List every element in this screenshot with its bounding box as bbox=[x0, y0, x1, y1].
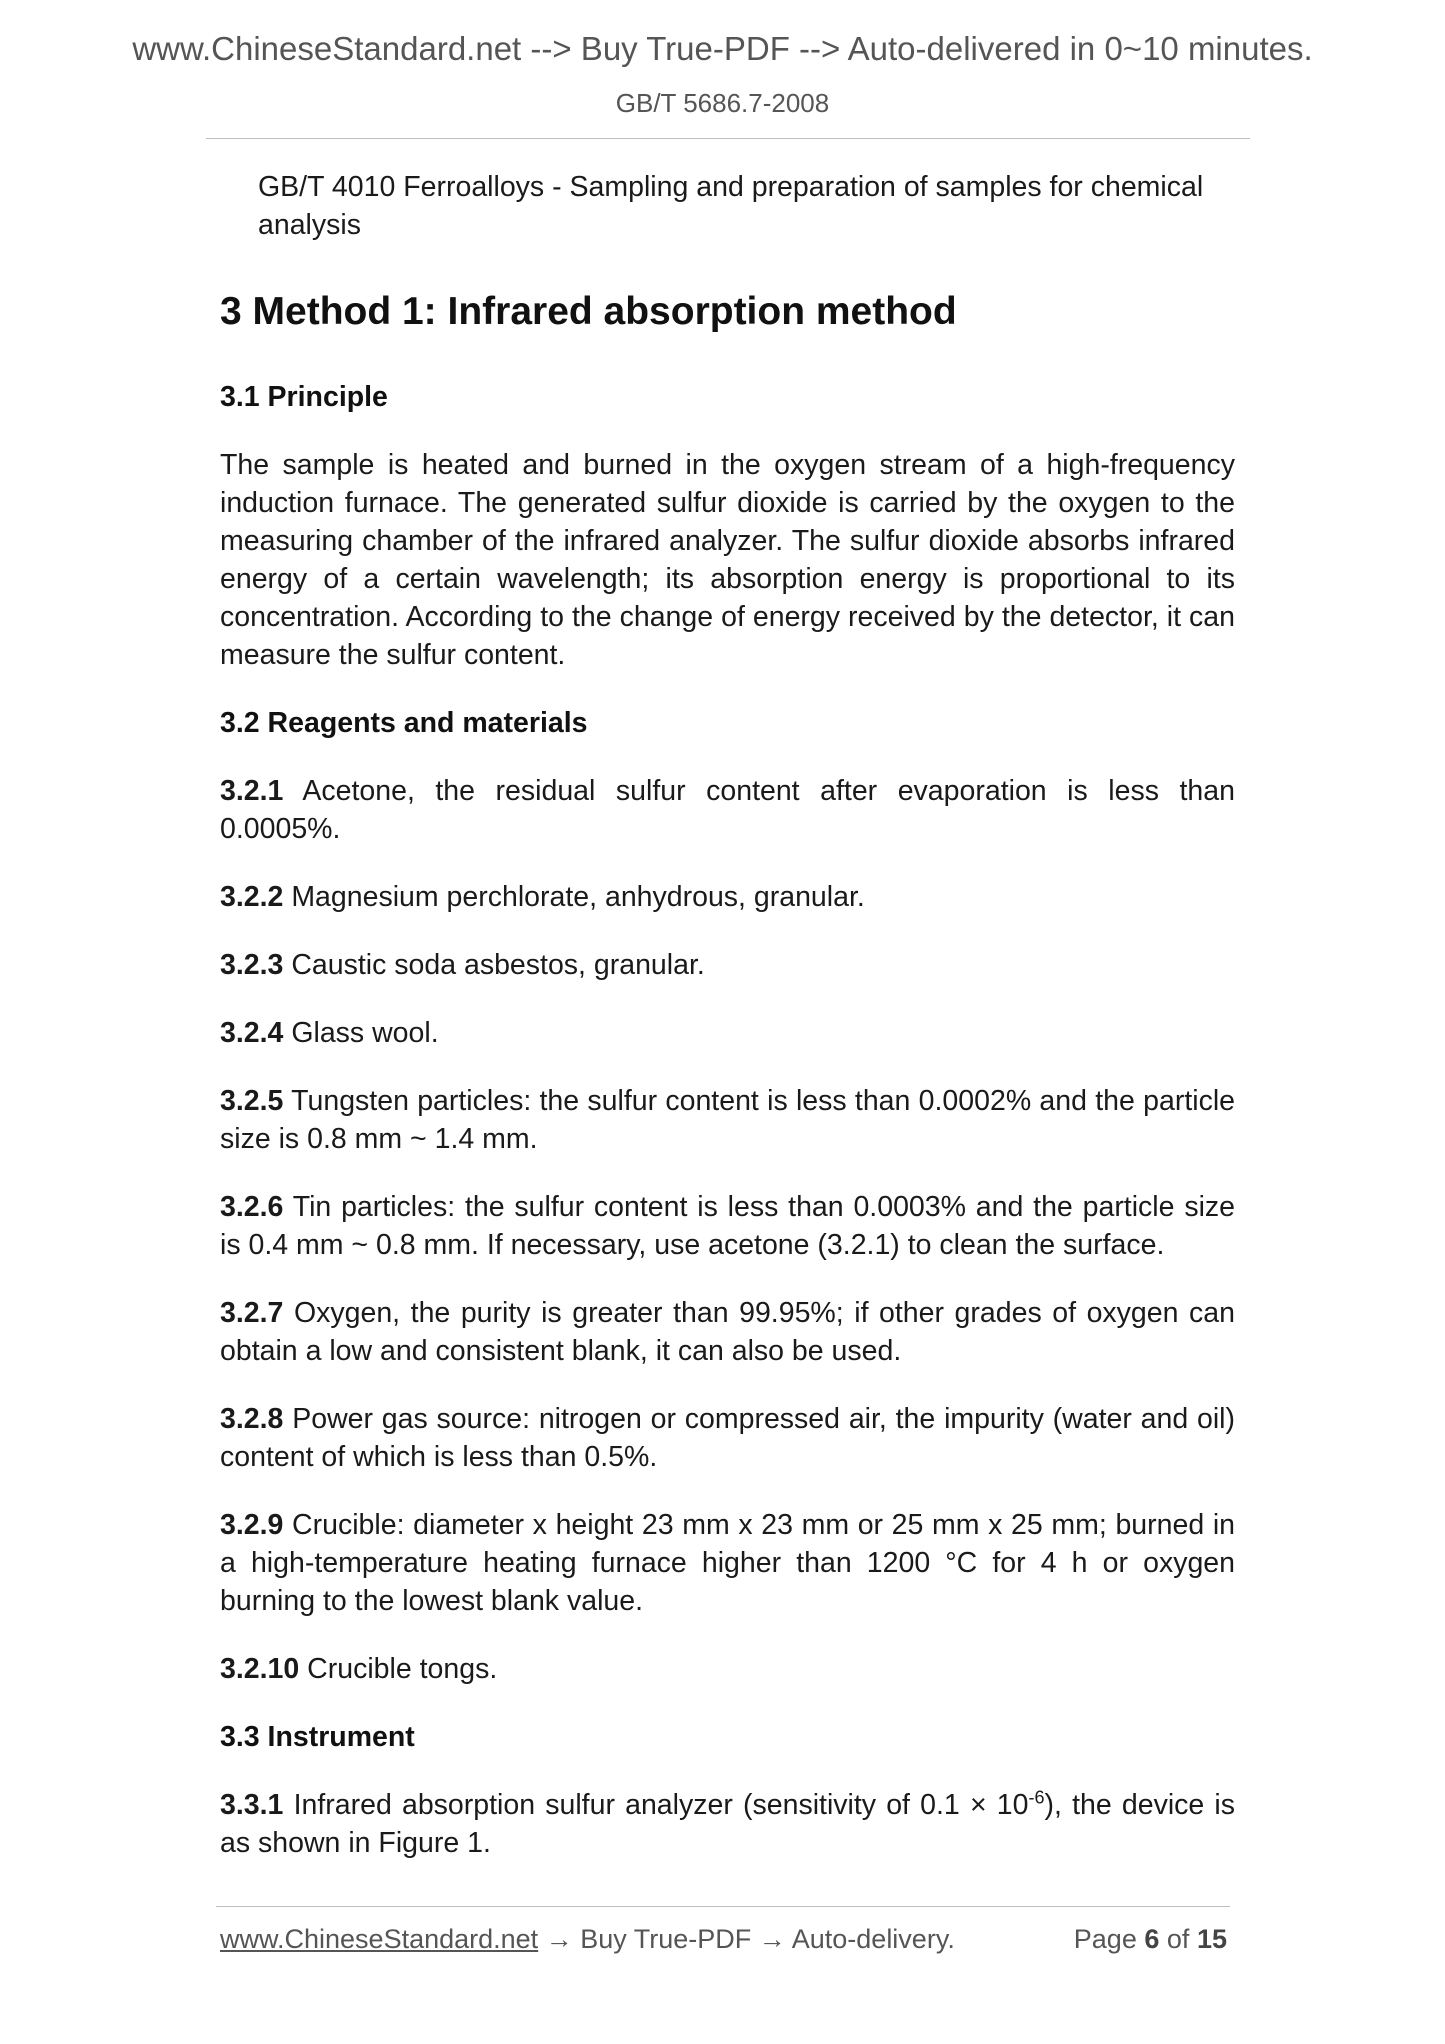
reagent-item bbox=[220, 1014, 1235, 1052]
reagent-item bbox=[220, 1650, 1235, 1688]
item-text: Caustic soda asbestos, granular. bbox=[291, 949, 705, 981]
item-number: 3.2.9 bbox=[220, 1509, 284, 1541]
item-number: 3.2.1 bbox=[220, 775, 284, 807]
footer-divider bbox=[216, 1906, 1230, 1907]
item-number: 3.3.1 bbox=[220, 1789, 284, 1821]
principle-paragraph: The sample is heated and burned in the oxygen stream of a high-frequency induction furnace. The generated sulfur dioxide is carried by the oxygen to the measuring chamber of the infrared analyzer. The sulfur dioxide absorbs infrared energy of a certain wavelength; its absorption energy is proportional to its concentration. According to the change of energy received by the detector, it can measure the sulfur content. bbox=[220, 449, 1235, 671]
page-content bbox=[220, 168, 1235, 1892]
current-page-number: 6 bbox=[1144, 1924, 1160, 1954]
section-3-2-title: 3.2 Reagents and materials bbox=[220, 707, 588, 739]
reagent-item bbox=[220, 1294, 1235, 1370]
item-text: Crucible: diameter x height 23 mm x 23 mm or 25 mm x 25 mm; burned in a high-temperature heating furnace higher than 1200 °C for 4 h or oxygen burning to the lowest blank value. bbox=[220, 1509, 1236, 1617]
item-number: 3.2.4 bbox=[220, 1017, 284, 1049]
item-number: 3.2.2 bbox=[220, 881, 284, 913]
of-label: of bbox=[1166, 1924, 1190, 1954]
item-text-before: Infrared absorption sulfur analyzer (sensitivity of 0.1 × 10 bbox=[293, 1789, 1029, 1821]
reagent-item bbox=[220, 1082, 1235, 1158]
instrument-item bbox=[220, 1786, 1235, 1862]
item-number: 3.2.6 bbox=[220, 1191, 284, 1223]
total-pages-number: 15 bbox=[1196, 1924, 1227, 1954]
top-banner: www.ChineseStandard.net --> Buy True-PDF --> Auto-delivered in 0~10 minutes. bbox=[132, 30, 1313, 67]
reagent-item bbox=[220, 878, 1235, 916]
item-text: Acetone, the residual sulfur content after evaporation is less than 0.0005%. bbox=[220, 775, 1235, 845]
footer-promo bbox=[220, 1924, 955, 1955]
footer-promo-text: → Buy True-PDF → Auto-delivery. bbox=[538, 1924, 955, 1954]
section-3-title: 3 Method 1: Infrared absorption method bbox=[220, 290, 957, 333]
page-label: Page bbox=[1073, 1924, 1137, 1954]
item-text: Magnesium perchlorate, anhydrous, granular. bbox=[291, 881, 865, 913]
item-text-after: ), the device is as shown in Figure 1. bbox=[220, 1789, 1236, 1859]
item-text: Power gas source: nitrogen or compressed air, the impurity (water and oil) content of which is less than 0.5%. bbox=[220, 1403, 1235, 1473]
document-id: GB/T 5686.7-2008 bbox=[615, 88, 830, 118]
page-indicator bbox=[1074, 1924, 1227, 1955]
item-text: Crucible tongs. bbox=[307, 1653, 498, 1685]
item-text: Glass wool. bbox=[291, 1017, 439, 1049]
item-number: 3.2.10 bbox=[220, 1653, 300, 1685]
item-number: 3.2.5 bbox=[220, 1085, 284, 1117]
section-3-3-title: 3.3 Instrument bbox=[220, 1721, 415, 1753]
footer-website-link[interactable]: www.ChineseStandard.net bbox=[220, 1924, 539, 1954]
section-3-1-title: 3.1 Principle bbox=[220, 381, 388, 413]
item-text: Tin particles: the sulfur content is less than 0.0003% and the particle size is 0.4 mm ~ 0.8 mm. If necessary, use acetone (3.2.1) to clean the surface. bbox=[220, 1191, 1235, 1261]
reagent-item bbox=[220, 946, 1235, 984]
reagent-item bbox=[220, 1506, 1235, 1620]
reagent-item bbox=[220, 772, 1235, 848]
item-text: Tungsten particles: the sulfur content is less than 0.0002% and the particle size is 0.8 mm ~ 1.4 mm. bbox=[220, 1085, 1236, 1155]
item-number: 3.2.3 bbox=[220, 949, 284, 981]
item-number: 3.2.8 bbox=[220, 1403, 284, 1435]
superscript-exponent: -6 bbox=[1028, 1787, 1045, 1808]
item-text: Oxygen, the purity is greater than 99.95%; if other grades of oxygen can obtain a low and consistent blank, it can also be used. bbox=[220, 1297, 1235, 1367]
item-number: 3.2.7 bbox=[220, 1297, 284, 1329]
reference-entry: GB/T 4010 Ferroalloys - Sampling and preparation of samples for chemical analysis bbox=[258, 171, 1204, 241]
reagent-item bbox=[220, 1188, 1235, 1264]
reagent-item bbox=[220, 1400, 1235, 1476]
header-divider bbox=[206, 138, 1250, 139]
